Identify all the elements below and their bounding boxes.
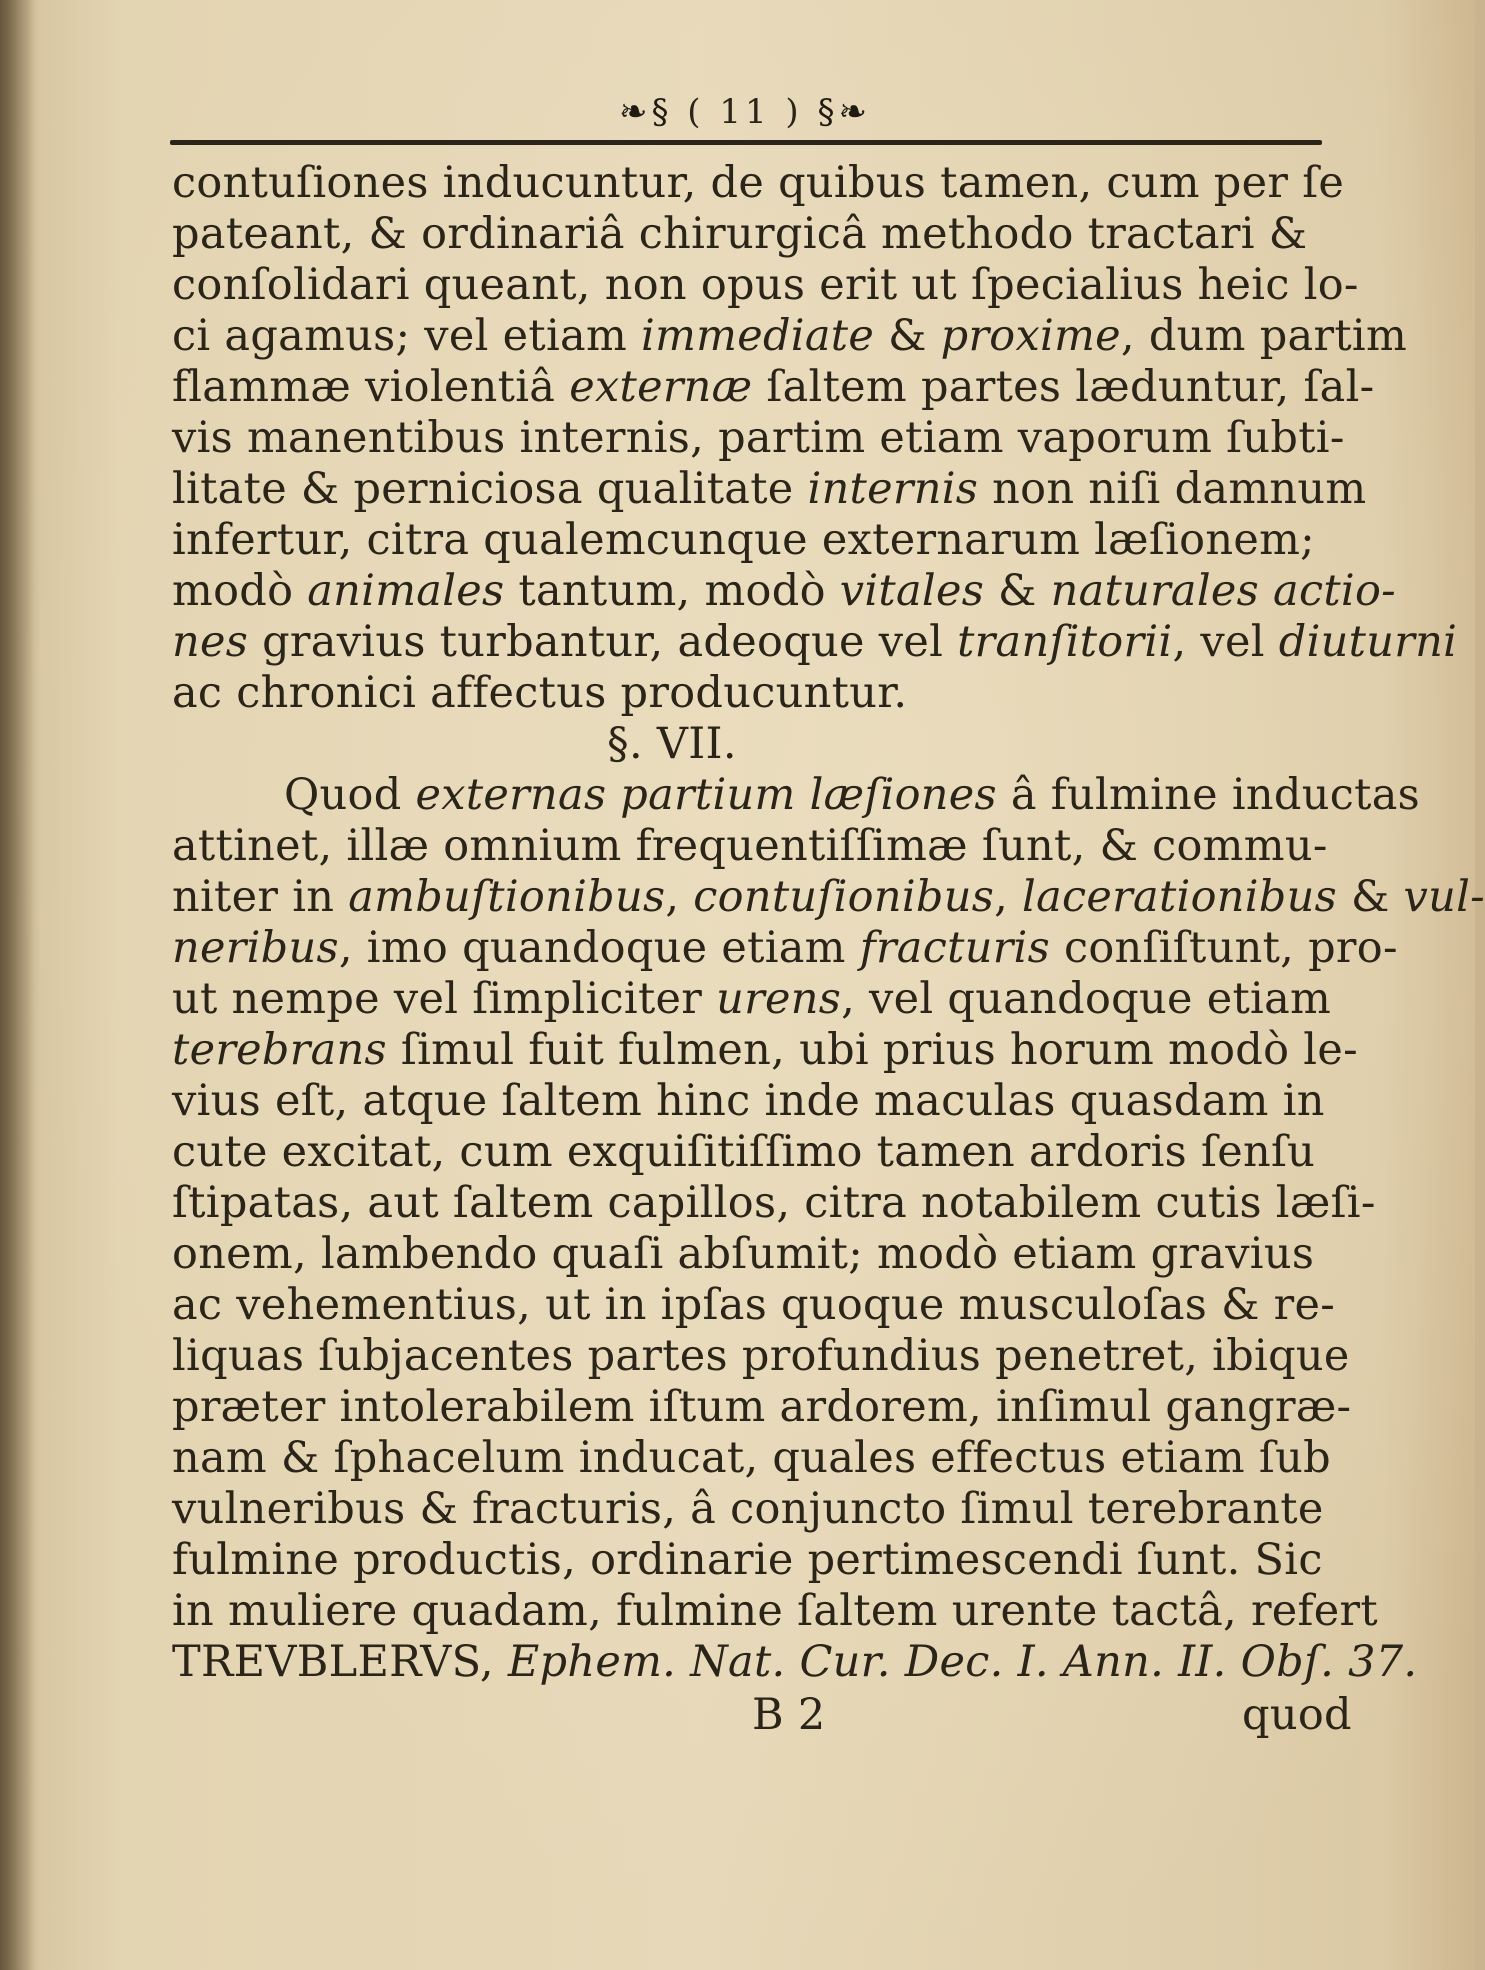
italic-run: fracturis [859,923,1050,973]
text-run: ac chronici affectus producuntur. [172,668,908,718]
text-line [172,1025,1358,1076]
text-run: vis manentibus internis, partim etiam vaporum ſubti- [172,413,1345,463]
text-line [172,923,1398,974]
text-run: modò [172,566,308,616]
text-run: , dum partim [1120,311,1408,361]
italic-run: externæ [569,362,753,412]
signature-mark: B 2 [752,1690,826,1740]
text-run: , vel quandoque etiam [841,974,1332,1024]
text-line [172,872,1485,923]
text-run: , imo quandoque etiam [338,923,860,973]
text-run: attinet, illæ omnium frequentiſſimæ ſunt, & commu- [172,821,1328,871]
text-run: ſaltem partes læduntur, ſal- [752,362,1375,412]
italic-run: diuturni [1278,617,1458,667]
italic-run: contuſionibus [693,872,995,922]
right-ornament: §❧ [817,92,872,132]
text-run: liquas ſubjacentes partes profundius penetret, ibique [172,1331,1350,1381]
italic-run: externas partium læſiones [415,770,997,820]
text-run: & [984,566,1051,616]
text-line [172,209,1352,260]
text-run: ut nempe vel ſimpliciter [172,974,717,1024]
text-line [172,1178,1376,1229]
text-line [172,821,1352,872]
text-line [172,1637,1418,1688]
text-run: ſimul fuit fulmen, ubi prius horum modò le- [386,1025,1358,1075]
text-run: litate & perniciosa qualitate [172,464,808,514]
italic-run: Ephem. Nat. Cur. Dec. I. Ann. II. Obſ. 37. [507,1637,1418,1687]
page-gutter-shadow [0,0,34,1970]
text-run: TREVBLERVS, [172,1637,508,1687]
italic-run: neribus [172,923,339,973]
catchword: quod [1242,1690,1352,1740]
text-run: contuſiones inducuntur, de quibus tamen, cum per ſe [172,158,1345,208]
text-line [172,1127,1352,1178]
italic-run: terebrans [172,1025,387,1075]
italic-run: vul- [1403,872,1485,922]
text-run: vius eſt, atque ſaltem hinc inde maculas quasdam in [172,1076,1325,1126]
text-run: â fulmine inductas [996,770,1421,820]
body-text [172,158,1485,1750]
text-line [172,617,1458,668]
italic-run: internis [807,464,979,514]
text-run: pateant, & ordinariâ chirurgicâ methodo tractari & [172,209,1308,259]
italic-run: tranſitorii [957,617,1173,667]
text-run: cute excitat, cum exquiſitiſſimo tamen ardoris ſenſu [172,1127,1316,1177]
text-run: ac vehementius, ut in ipſas quoque musculoſas & re- [172,1280,1336,1330]
text-line [172,1331,1352,1382]
italic-run: ambuſtionibus [348,872,666,922]
section-heading [172,719,1172,770]
text-run: fulmine productis, ordinarie pertimescendi ſunt. Sic [172,1535,1323,1585]
text-run: , [994,872,1023,922]
text-line [172,1433,1352,1484]
text-line [172,668,1352,719]
text-run: vulneribus & fracturis, â conjuncto ſimul terebrante [172,1484,1324,1534]
text-run: ſtipatas, aut ſaltem capillos, citra notabilem cutis læſi- [172,1178,1376,1228]
text-line [172,974,1352,1025]
text-run: niter in [172,872,349,922]
text-run: §. VII. [607,719,737,769]
text-line [172,1229,1352,1280]
text-line [172,158,1352,209]
italic-run: animales [307,566,505,616]
text-line [172,413,1352,464]
text-line [172,1586,1378,1637]
italic-run: immediate [641,311,875,361]
text-line [172,311,1408,362]
text-line [172,464,1367,515]
text-run: conſiſtunt, pro- [1049,923,1398,973]
text-run: conſolidari queant, non opus erit ut ſpecialius heic lo- [172,260,1359,310]
text-run: & [1337,872,1404,922]
text-run: , vel [1172,617,1279,667]
italic-run: vitales [839,566,985,616]
text-line [172,566,1396,617]
page-footer [172,1690,1352,1750]
running-header [170,92,1320,136]
text-run: ci agamus; vel etiam [172,311,642,361]
italic-run: naturales actio- [1050,566,1396,616]
text-line [172,515,1352,566]
text-run: Quod [284,770,416,820]
text-line [172,1076,1352,1127]
text-run: & [874,311,941,361]
text-run: onem, lambendo quaſi abſumit; modò etiam gravius [172,1229,1315,1279]
italic-run: proxime [940,311,1121,361]
text-run: flammæ violentiâ [172,362,570,412]
italic-run: nes [172,617,249,667]
text-line [172,770,1421,821]
text-run: infertur, citra qualemcunque externarum læſionem; [172,515,1315,565]
text-run: præter intolerabilem iſtum ardorem, inſimul gangræ- [172,1382,1352,1432]
text-run: non niſi damnum [978,464,1367,514]
text-line [172,1484,1352,1535]
text-run: gravius turbantur, adeoque vel [248,617,958,667]
text-line [172,362,1375,413]
text-line [172,260,1359,311]
header-rule [170,140,1322,145]
text-line [172,1280,1352,1331]
text-line [172,1535,1352,1586]
text-line [172,1382,1352,1433]
text-run: , [665,872,694,922]
text-run: nam & ſphacelum inducat, quales effectus etiam ſub [172,1433,1331,1483]
page-number: ( 11 ) [687,92,803,132]
left-ornament: ❧§ [618,92,673,132]
text-run: in muliere quadam, fulmine ſaltem urente tactâ, refert [172,1586,1378,1636]
italic-run: urens [716,974,842,1024]
italic-run: lacerationibus [1022,872,1337,922]
text-run: tantum, modò [504,566,840,616]
